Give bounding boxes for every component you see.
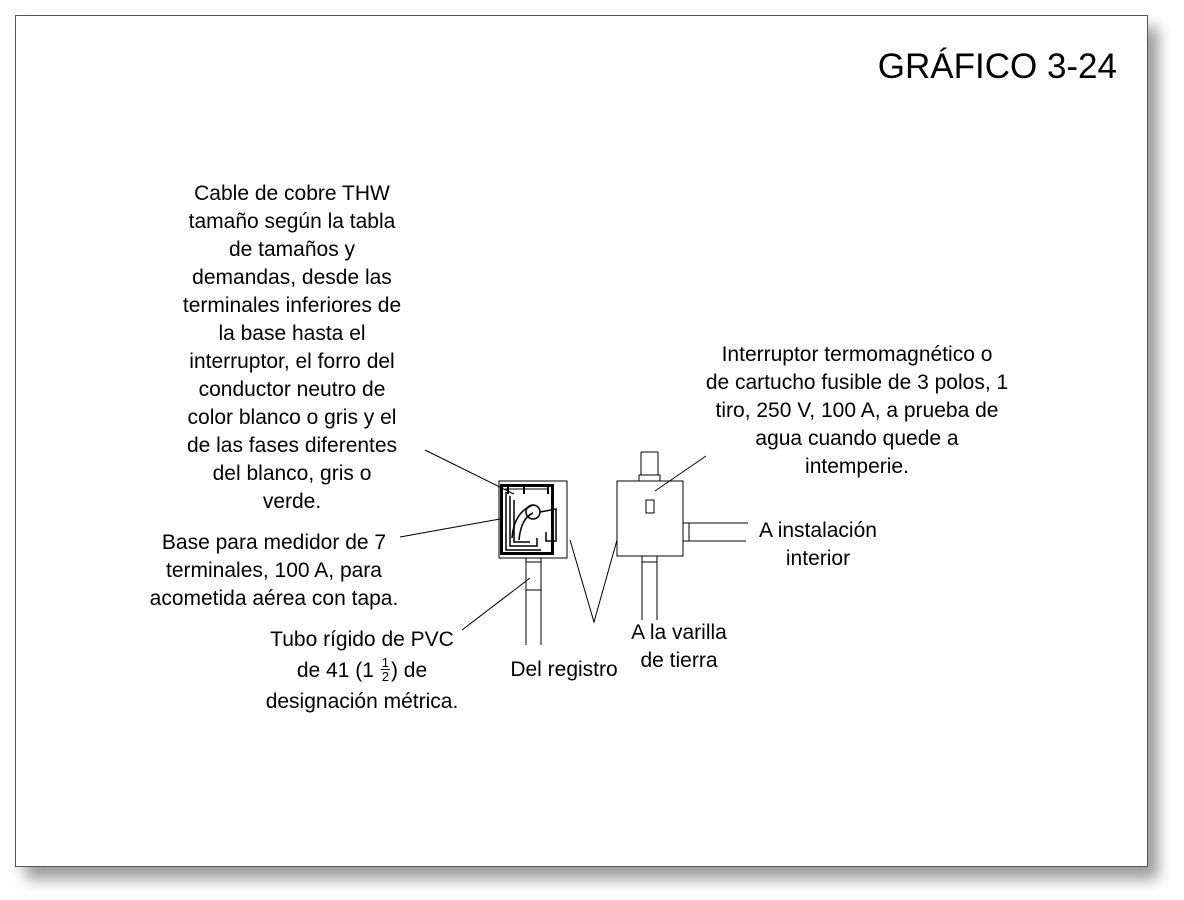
conduit-note-line: Tubo rígido de PVC: [270, 628, 454, 651]
cable-note-line: Cable de cobre THW: [194, 182, 390, 205]
breaker-note-line: de cartucho fusible de 3 polos, 1: [705, 371, 1009, 394]
cable-note-line: color blanco o gris y el: [187, 406, 397, 429]
cable-note-line: del blanco, gris o: [212, 462, 372, 485]
interior-note-line: A instalación: [759, 519, 877, 542]
breaker-note-line: agua cuando quede a: [755, 427, 959, 450]
breaker-note-line: Interruptor termomagnético o: [721, 343, 993, 366]
breaker-bottom-conduit: [642, 556, 657, 620]
figure-title: GRÁFICO 3-24: [877, 47, 1117, 86]
leader-line-conduit: [462, 578, 530, 630]
conduit-size-fraction: [381, 656, 390, 683]
ground-rod-note-line: de tierra: [640, 649, 718, 672]
from-register-text: Del registro: [510, 658, 618, 681]
breaker-note-line: intemperie.: [805, 455, 909, 478]
ground-rod-note: [599, 619, 759, 675]
meter-base-socket-frame: [502, 486, 553, 554]
cable-note: [132, 180, 452, 516]
cable-note-line: conductor neutro de: [198, 378, 386, 401]
breaker-handle: [646, 500, 654, 513]
meter-base: [499, 481, 567, 558]
meter-base-note-line: acometida aérea con tapa.: [149, 587, 399, 610]
meter-base-note-line: Base para medidor de 7: [161, 531, 387, 554]
cable-note-line: de las fases diferentes: [186, 434, 398, 457]
conduit-note-line: designación métrica.: [265, 690, 459, 713]
meter-base-note: [114, 529, 434, 613]
fraction-numerator: 1: [381, 654, 389, 670]
interior-note-line: interior: [785, 547, 851, 570]
cable-note-line: terminales inferiores de: [182, 294, 402, 317]
cable-note-line: demandas, desde las: [192, 266, 392, 289]
fraction-denominator: 2: [381, 668, 389, 684]
ground-rod-note-line: A la varilla: [631, 621, 727, 644]
conduit-size-suffix: ) de: [390, 659, 428, 682]
meter-base-note-line: terminales, 100 A, para: [166, 559, 382, 582]
conduit-size-prefix: de 41 (1: [296, 659, 380, 682]
meter-base-wiring: [506, 492, 556, 550]
cable-note-line: de tamaños y: [228, 238, 356, 261]
breaker-note-line: tiro, 250 V, 100 A, a prueba de: [715, 399, 999, 422]
cable-note-line: la base hasta el: [218, 322, 366, 345]
interior-installation-note: [738, 517, 898, 573]
leader-line-from-register: [570, 540, 617, 622]
conduit-note-size-line: [232, 654, 492, 688]
breaker-enclosure: [617, 481, 683, 556]
cable-note-line: interruptor, el forro del: [189, 350, 395, 373]
cable-note-line: tamaño según la tabla: [188, 210, 396, 233]
breaker-note: [657, 341, 1057, 481]
meter-base-hub: [526, 505, 540, 519]
pvc-conduit: [526, 558, 541, 645]
conduit-note: [232, 626, 492, 716]
cable-note-line: verde.: [262, 490, 322, 513]
